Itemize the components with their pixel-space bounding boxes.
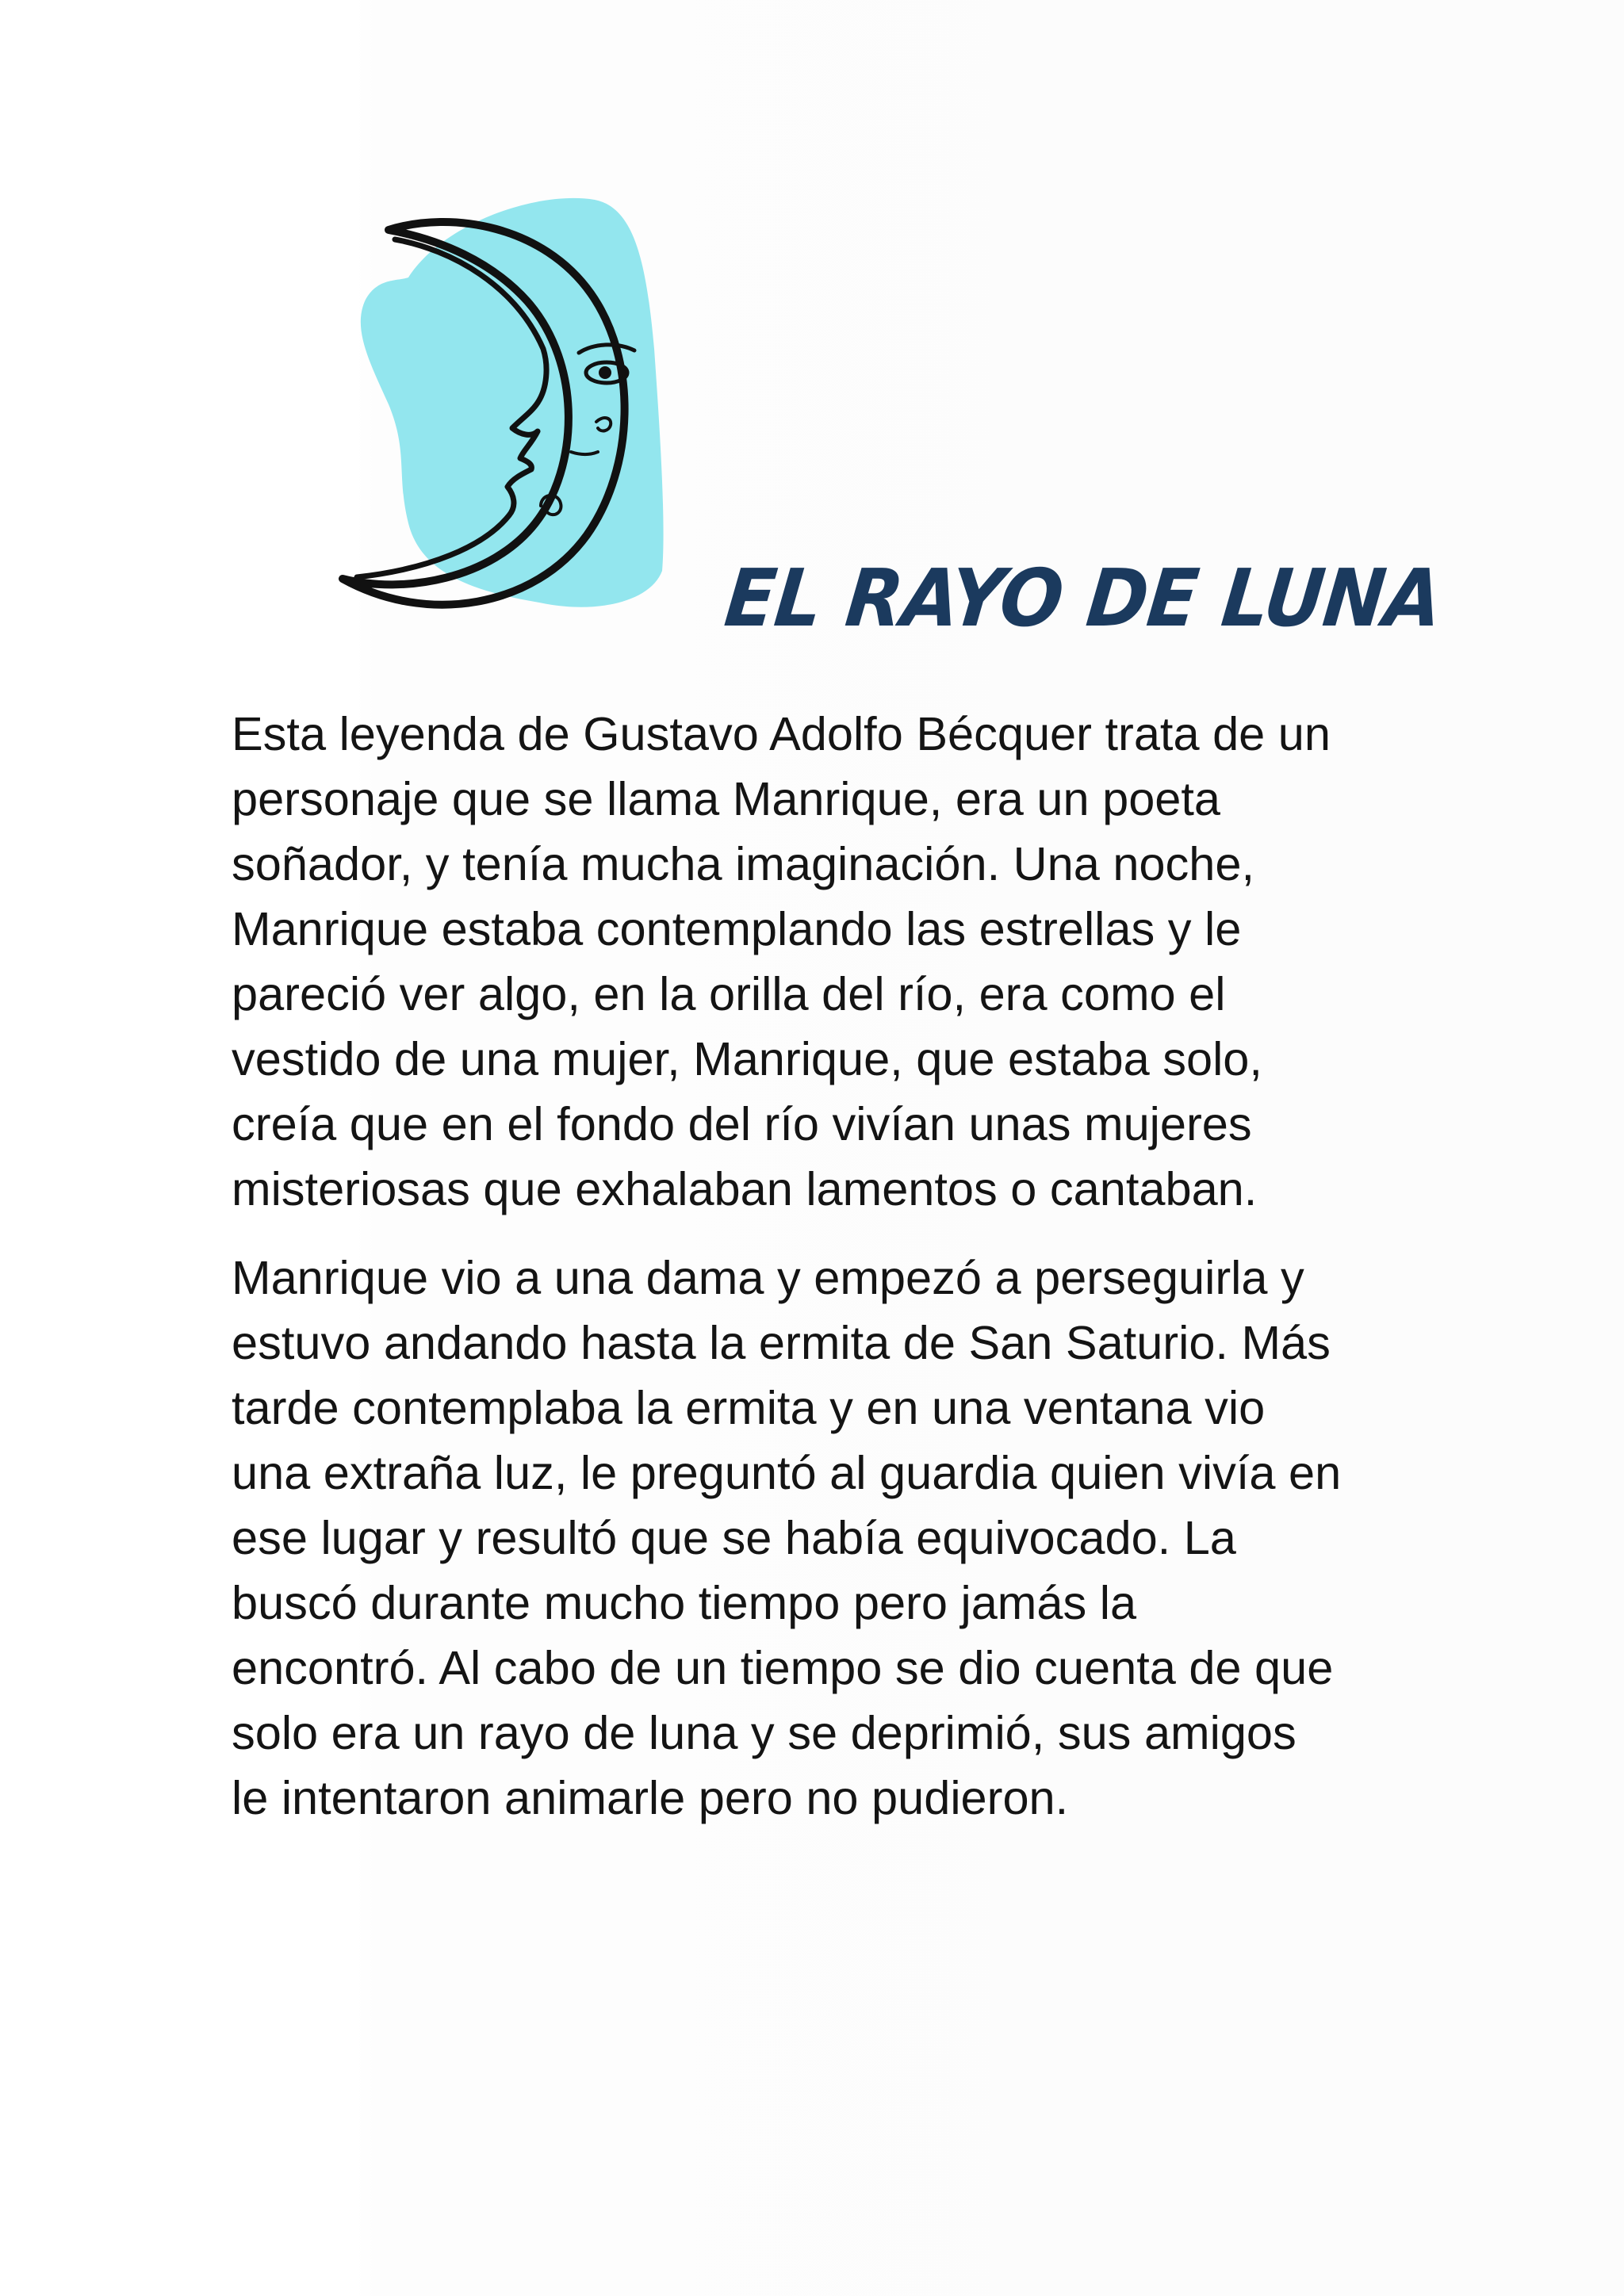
crescent-moon-face-icon — [333, 190, 730, 634]
document-body — [232, 702, 1421, 1854]
document-title: EL RAYO DE LUNA — [720, 552, 1446, 645]
paragraph-summary-intro: Esta leyenda de Gustavo Adolfo Bécquer trata de un personaje que se llama Manrique, era un poeta soñador, y tenía mucha imaginación. Una noche, Manrique estaba contemplando las estrellas y le pareció ver algo, en la orilla del río, era como el vestido de una mujer, Manrique, que estaba solo, creía que en el fondo del río vivían unas mujeres misteriosas que exhalaban lamentos o cantaban. — [232, 707, 1331, 1215]
moon-pupil — [599, 366, 611, 379]
paragraph-summary-ending: Manrique vio a una dama y empezó a perseguirla y estuvo andando hasta la ermita de San Saturio. Más tarde contemplaba la ermita y en una ventana vio una extraña luz, le preguntó al guardia quien vivía en ese lugar y resultó que se había equivocado. La buscó durante mucho tiempo pero jamás la encontró. Al cabo de un tiempo se dio cuenta de que solo era un rayo de luna y se deprimió, sus amigos le intentaron animarle pero no pudieron. — [232, 1251, 1342, 1824]
